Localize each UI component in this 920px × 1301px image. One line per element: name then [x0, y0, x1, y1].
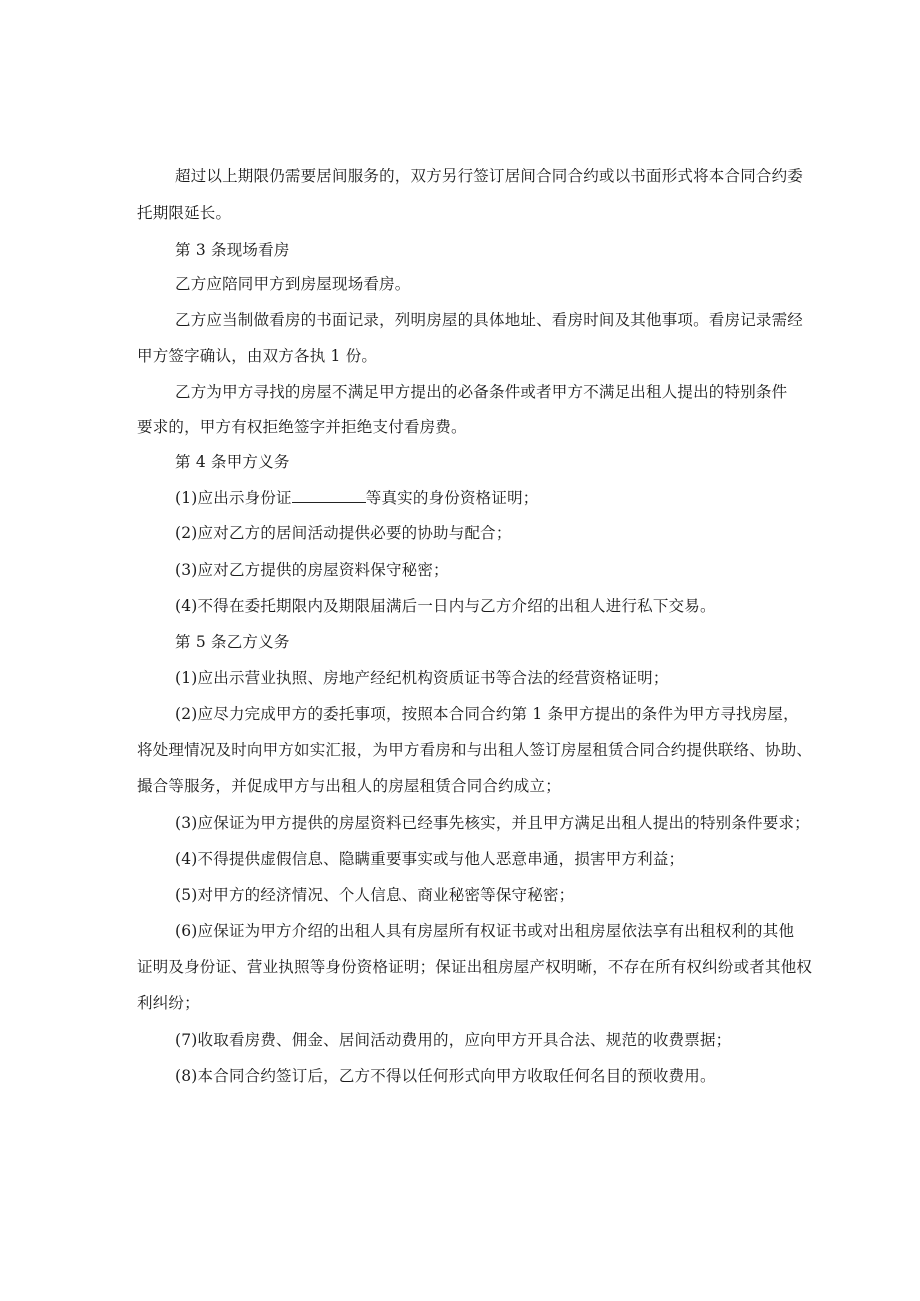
paragraph-extension-line-1: 超过以上期限仍需要居间服务的，双方另行签订居间合同合约或以书面形式将本合同合约委: [175, 167, 804, 185]
article-5-item-8: (8)本合同合约签订后，乙方不得以任何形式向甲方收取任何名目的预收费用。: [175, 1067, 716, 1085]
article-5-item-3: (3)应保证为甲方提供的房屋资料已经事先核实，并且甲方满足出租人提出的特别条件要求；: [175, 814, 810, 832]
article-5-item-6-line-2: 证明及身份证、营业执照等身份资格证明；保证出租房屋产权明晰，不存在所有权纠纷或者其他权: [137, 958, 813, 976]
article-4-heading: 第 4 条甲方义务: [175, 453, 290, 471]
article-5-item-1: (1)应出示营业执照、房地产经纪机构资质证书等合法的经营资格证明；: [175, 669, 669, 687]
article-5-heading: 第 5 条乙方义务: [175, 633, 290, 651]
article-5-item-2-line-1: (2)应尽力完成甲方的委托事项，按照本合同合约第 1 条甲方提出的条件为甲方寻找房屋，: [175, 705, 799, 723]
article-4-item-2: (2)应对乙方的居间活动提供必要的协助与配合；: [175, 524, 512, 542]
article-4-item-1-text-b: 等真实的身份资格证明；: [365, 489, 539, 507]
article-5-item-6-line-3: 利纠纷；: [137, 994, 200, 1012]
article-4-item-1-text-a: (1)应出示身份证: [175, 489, 292, 507]
article-3-paragraph-1: 乙方应陪同甲方到房屋现场看房。: [175, 275, 411, 293]
article-5-item-2-line-2: 将处理情况及时向甲方如实汇报，为甲方看房和与出租人签订房屋租赁合同合约提供联络、协助、: [137, 741, 813, 759]
article-5-item-2-line-3: 撮合等服务，并促成甲方与出租人的房屋租赁合同合约成立；: [137, 777, 561, 795]
article-5-item-7: (7)收取看房费、佣金、居间活动费用的，应向甲方开具合法、规范的收费票据；: [175, 1031, 732, 1049]
paragraph-extension-line-2: 托期限延长。: [137, 204, 232, 222]
article-3-paragraph-3-line-2: 要求的，甲方有权拒绝签字并拒绝支付看房费。: [137, 418, 467, 436]
article-4-item-4: (4)不得在委托期限内及期限届满后一日内与乙方介绍的出租人进行私下交易。: [175, 597, 716, 615]
article-5-item-4: (4)不得提供虚假信息、隐瞒重要事实或与他人恶意串通，损害甲方利益；: [175, 850, 685, 868]
article-3-paragraph-2-line-2: 甲方签字确认，由双方各执 1 份。: [137, 347, 378, 365]
article-3-paragraph-3-line-1: 乙方为甲方寻找的房屋不满足甲方提出的必备条件或者甲方不满足出租人提出的特别条件: [175, 383, 788, 401]
article-3-heading: 第 3 条现场看房: [175, 241, 290, 259]
fill-in-blank: [292, 488, 366, 503]
article-3-paragraph-2-line-1: 乙方应当制做看房的书面记录，列明房屋的具体地址、看房时间及其他事项。看房记录需经: [175, 311, 804, 329]
article-5-item-5: (5)对甲方的经济情况、个人信息、商业秘密等保守秘密；: [175, 886, 575, 904]
article-4-item-3: (3)应对乙方提供的房屋资料保守秘密；: [175, 561, 449, 579]
article-4-item-1: [175, 488, 538, 508]
article-5-item-6-line-1: (6)应保证为甲方介绍的出租人具有房屋所有权证书或对出租房屋依法享有出租权利的其他: [175, 922, 795, 940]
